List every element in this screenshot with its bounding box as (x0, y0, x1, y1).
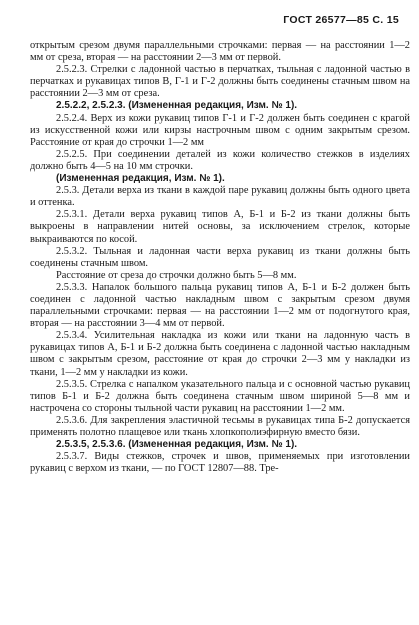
paragraph: 2.5.3.7. Виды стежков, строчек и швов, применяемых при изготовлении рукавиц с верхом из ткани, — по ГОСТ 12807—88. Тре- (30, 451, 410, 475)
paragraph: 2.5.2.4. Верх из кожи рукавиц типов Г-1 и Г-2 должен быть соединен с крагой из искусственной кожи или кирзы настрочным швом с одним закрытым срезом. Расстояние от края до строчки 1—2 мм (30, 112, 410, 148)
document-body (30, 40, 410, 475)
amendment-note: 2.5.3.5, 2.5.3.6. (Измененная редакция, Изм. № 1). (56, 439, 298, 451)
paragraph: открытым срезом двумя параллельными строчками: первая — на расстоянии 1—2 мм от среза, вторая — на расстоянии 2—3 мм от первой. (30, 40, 410, 64)
paragraph: 2.5.3.3. Напалок большого пальца рукавиц типов А, Б-1 и Б-2 должен быть соединен с ладонной частью накладным швом с закрытым срезом двумя параллельными строчками: первая — на расстоянии 1—2 мм от подогнутого края, вторая — на расстоянии 3—4 мм от первой. (30, 281, 410, 330)
amendment-note: 2.5.2.2, 2.5.2.3. (Измененная редакция, Изм. № 1). (56, 100, 298, 112)
page-header: ГОСТ 26577—85 С. 15 (283, 14, 399, 26)
paragraph: 2.5.3.6. Для закрепления эластичной тесьмы в рукавицах типа Б-2 допускается применять полотно плащевое или ткань хлопкополиэфирную вместо бязи. (30, 414, 410, 438)
paragraph: 2.5.3. Детали верха из ткани в каждой паре рукавиц должны быть одного цвета и оттенка. (30, 185, 410, 209)
paragraph: 2.5.3.4. Усилительная накладка из кожи или ткани на ладонную часть в рукавицах типов А, Б-1 и Б-2 должна быть соединена с ладонной частью накладным швом с закрытым срезом, расстояние от края до строчки 2—3 мм у накладки из ткани, 1—2 мм у накладки из кожи. (30, 330, 410, 378)
paragraph: Расстояние от среза до строчки должно быть 5—8 мм. (56, 269, 297, 281)
amendment-note: (Измененная редакция, Изм. № 1). (56, 173, 225, 185)
paragraph: 2.5.3.1. Детали верха рукавиц типов А, Б-1 и Б-2 из ткани должны быть выкроены в направлении нитей основы, за исключением стрелок, которые выкраиваются по косой. (30, 209, 410, 245)
paragraph: 2.5.3.2. Тыльная и ладонная части верха рукавиц из ткани должны быть соединены стачным швом. (30, 245, 410, 269)
paragraph: 2.5.2.5. При соединении деталей из кожи количество стежков в изделиях должно быть 4—5 на 10 мм строчки. (30, 148, 410, 172)
paragraph: 2.5.3.5. Стрелка с напалком указательного пальца и с основной частью рукавиц типов Б-1 и Б-2 должна быть соединена стачным швом шириной 5—8 мм и настрочена со стороны тыльной части рукавиц на расстоянии 1—2 мм. (30, 378, 410, 414)
paragraph: 2.5.2.3. Стрелки с ладонной частью в перчатках, тыльная с ладонной частью в перчатках и рукавицах типов В, Г-1 и Г-2 должны быть соединены стачным швом на расстоянии 2—3 мм от среза. (30, 64, 410, 100)
